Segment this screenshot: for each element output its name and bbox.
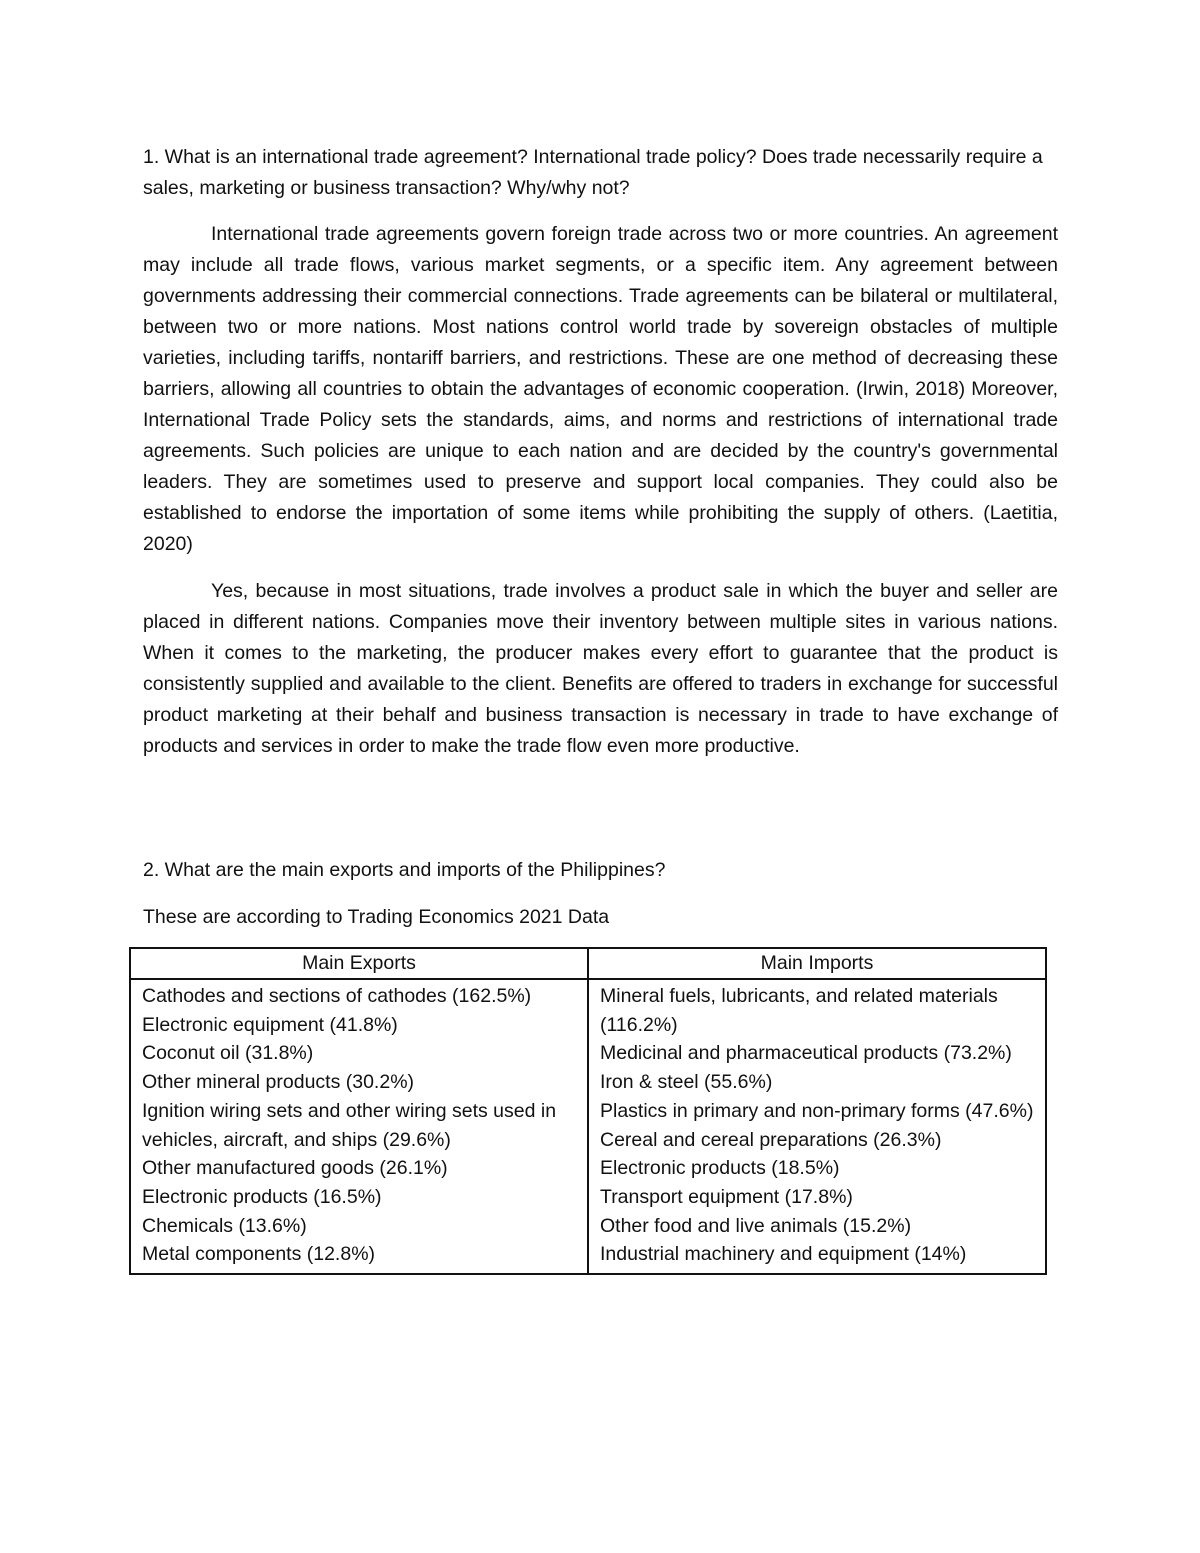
header-main-exports: Main Exports bbox=[130, 948, 588, 979]
answer-1-paragraph-2: Yes, because in most situations, trade involves a product sale in which the buyer and seller are placed in different nations. Companies move their inventory between multiple sites in various nations. When it comes to the marketing, the producer makes every effort to guarantee that the product is consistently supplied and available to the client. Benefits are offered to traders in exchange for successful product marketing at their behalf and business transaction is necessary in trade to have exchange of products and services in order to make the trade flow even more productive. bbox=[143, 580, 1058, 757]
import-item: Other food and live animals (15.2%) bbox=[600, 1214, 912, 1237]
exports-list bbox=[142, 982, 577, 1269]
table-row bbox=[130, 979, 1046, 1274]
import-item: Mineral fuels, lubricants, and related materials (116.2%) bbox=[600, 985, 998, 1036]
import-item: Cereal and cereal preparations (26.3%) bbox=[600, 1128, 942, 1151]
import-item: Electronic products (18.5%) bbox=[600, 1157, 840, 1180]
imports-cell bbox=[588, 979, 1046, 1274]
header-main-imports: Main Imports bbox=[588, 948, 1046, 979]
import-item: Industrial machinery and equipment (14%) bbox=[600, 1243, 967, 1266]
export-item: Chemicals (13.6%) bbox=[142, 1214, 307, 1237]
exports-cell bbox=[130, 979, 588, 1274]
export-item: Other mineral products (30.2%) bbox=[142, 1071, 415, 1094]
question-2: 2. What are the main exports and imports of the Philippines? bbox=[143, 859, 666, 881]
exports-imports-table bbox=[129, 947, 1047, 1275]
answer-1-paragraph-1: International trade agreements govern foreign trade across two or more countries. An agreement may include all trade flows, various market segments, or a specific item. Any agreement between governments addressing their commercial connections. Trade agreements can be bilateral or multilateral, between two or more nations. Most nations control world trade by sovereign obstacles of multiple varieties, including tariffs, nontariff barriers, and restrictions. These are one method of decreasing these barriers, allowing all countries to obtain the advantages of economic cooperation. (Irwin, 2018) Moreover, International Trade Policy sets the standards, aims, and norms and restrictions of international trade agreements. Such policies are unique to each nation and are decided by the country's governmental leaders. They are sometimes used to preserve and support local companies. They could also be established to endorse the importation of some items while prohibiting the supply of others. (Laetitia, 2020) bbox=[143, 223, 1058, 555]
import-item: Plastics in primary and non-primary forms (47.6%) bbox=[600, 1099, 1034, 1122]
table-header-row bbox=[130, 948, 1046, 979]
export-item: Electronic equipment (41.8%) bbox=[142, 1013, 398, 1036]
export-item: Metal components (12.8%) bbox=[142, 1243, 376, 1266]
import-item: Medicinal and pharmaceutical products (73.2%) bbox=[600, 1042, 1012, 1065]
imports-list bbox=[600, 982, 1035, 1269]
export-item: Electronic products (16.5%) bbox=[142, 1185, 382, 1208]
export-item: Coconut oil (31.8%) bbox=[142, 1042, 314, 1065]
import-item: Iron & steel (55.6%) bbox=[600, 1071, 773, 1094]
table-intro: These are according to Trading Economics 2021 Data bbox=[143, 906, 610, 928]
import-item: Transport equipment (17.8%) bbox=[600, 1185, 853, 1208]
export-item: Ignition wiring sets and other wiring sets used in vehicles, aircraft, and ships (29.6%) bbox=[142, 1099, 557, 1151]
question-1: 1. What is an international trade agreement? International trade policy? Does trade necessarily require a sales, marketing or business transaction? Why/why not? bbox=[143, 146, 1043, 199]
export-item: Cathodes and sections of cathodes (162.5%) bbox=[142, 985, 532, 1007]
export-item: Other manufactured goods (26.1%) bbox=[142, 1157, 448, 1180]
